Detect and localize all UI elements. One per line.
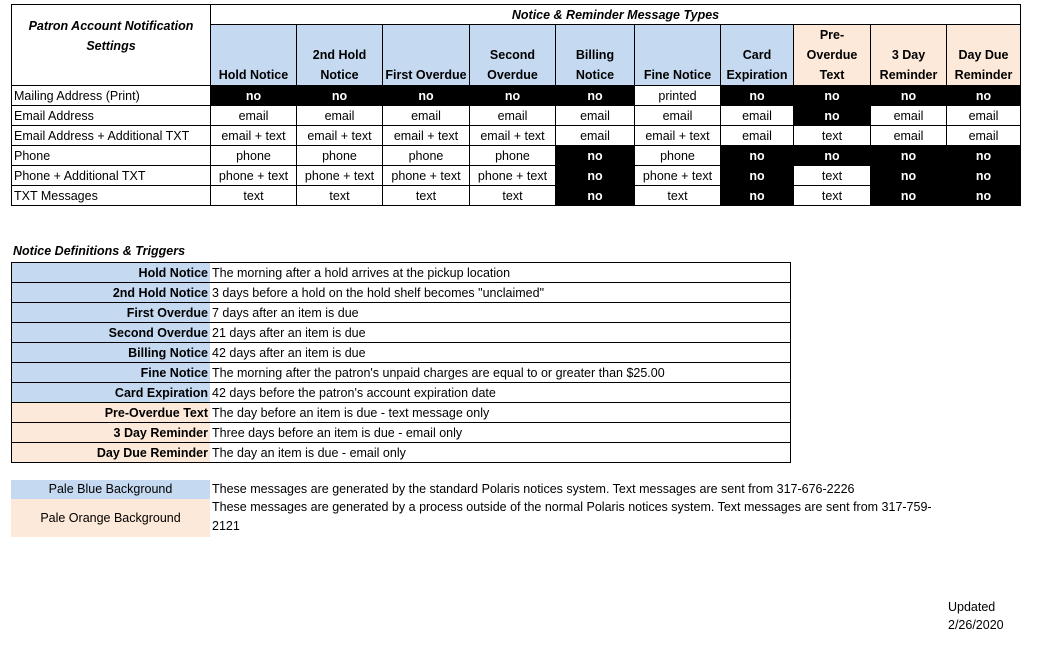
definition-text: 21 days after an item is due bbox=[210, 323, 791, 343]
column-header: Pre-Overdue Text bbox=[794, 25, 871, 86]
table-cell: text bbox=[211, 186, 297, 206]
table-cell: no bbox=[871, 86, 947, 106]
table-cell: no bbox=[297, 86, 383, 106]
table-cell: no bbox=[556, 166, 635, 186]
table-cell: email bbox=[721, 126, 794, 146]
definition-term: Card Expiration bbox=[12, 383, 211, 403]
table-cell: no bbox=[871, 186, 947, 206]
definition-row bbox=[12, 323, 791, 343]
definition-text: The morning after the patron's unpaid charges are equal to or greater than $25.00 bbox=[210, 363, 791, 383]
table-cell: text bbox=[297, 186, 383, 206]
table-cell: no bbox=[871, 166, 947, 186]
updated-stamp bbox=[948, 598, 1004, 634]
table-cell: phone bbox=[635, 146, 721, 166]
table-cell: email bbox=[635, 106, 721, 126]
table-row bbox=[12, 146, 1021, 166]
table-cell: text bbox=[794, 186, 871, 206]
column-header: 3 Day Reminder bbox=[871, 25, 947, 86]
table-cell: phone bbox=[383, 146, 470, 166]
definition-term: Billing Notice bbox=[12, 343, 211, 363]
definition-row bbox=[12, 363, 791, 383]
definition-row bbox=[12, 283, 791, 303]
table-cell: no bbox=[556, 146, 635, 166]
row-label: Email Address + Additional TXT bbox=[12, 126, 211, 146]
definition-term: Second Overdue bbox=[12, 323, 211, 343]
corner-title: Patron Account Notification Settings bbox=[12, 5, 211, 86]
definition-text: 7 days after an item is due bbox=[210, 303, 791, 323]
table-cell: no bbox=[947, 86, 1021, 106]
table-row bbox=[12, 126, 1021, 146]
column-header: Billing Notice bbox=[556, 25, 635, 86]
definition-text: 3 days before a hold on the hold shelf becomes "unclaimed" bbox=[210, 283, 791, 303]
table-cell: no bbox=[947, 166, 1021, 186]
row-label: Mailing Address (Print) bbox=[12, 86, 211, 106]
table-cell: no bbox=[721, 166, 794, 186]
table-row bbox=[12, 106, 1021, 126]
table-cell: no bbox=[556, 186, 635, 206]
definition-term: First Overdue bbox=[12, 303, 211, 323]
table-cell: text bbox=[794, 166, 871, 186]
table-cell: email bbox=[947, 126, 1021, 146]
definition-term: 2nd Hold Notice bbox=[12, 283, 211, 303]
table-cell: no bbox=[947, 186, 1021, 206]
table-cell: email + text bbox=[383, 126, 470, 146]
table-cell: no bbox=[871, 146, 947, 166]
table-cell: phone + text bbox=[211, 166, 297, 186]
definition-term: 3 Day Reminder bbox=[12, 423, 211, 443]
table-cell: no bbox=[470, 86, 556, 106]
table-cell: phone bbox=[470, 146, 556, 166]
table-cell: no bbox=[794, 86, 871, 106]
notification-settings-matrix bbox=[11, 4, 1021, 206]
table-cell: no bbox=[383, 86, 470, 106]
legend-blue-description: These messages are generated by the standard Polaris notices system. Text messages are sent from 317-676-2226 bbox=[212, 482, 855, 496]
definition-row bbox=[12, 423, 791, 443]
table-cell: no bbox=[947, 146, 1021, 166]
table-cell: email bbox=[871, 106, 947, 126]
table-cell: text bbox=[794, 126, 871, 146]
table-cell: email + text bbox=[297, 126, 383, 146]
table-cell: phone bbox=[297, 146, 383, 166]
table-cell: email + text bbox=[470, 126, 556, 146]
legend-orange-description: These messages are generated by a process outside of the normal Polaris notices system. Text messages are sent from 317-759-2121 bbox=[212, 500, 932, 533]
definition-row bbox=[12, 383, 791, 403]
table-cell: email + text bbox=[635, 126, 721, 146]
table-cell: text bbox=[383, 186, 470, 206]
definition-row bbox=[12, 343, 791, 363]
definition-text: The day an item is due - email only bbox=[210, 443, 791, 463]
table-cell: no bbox=[794, 146, 871, 166]
legend-orange-swatch: Pale Orange Background bbox=[11, 499, 210, 537]
definition-row bbox=[12, 443, 791, 463]
table-cell: email bbox=[556, 126, 635, 146]
table-cell: no bbox=[721, 86, 794, 106]
table-cell: phone + text bbox=[635, 166, 721, 186]
column-header: Day Due Reminder bbox=[947, 25, 1021, 86]
definition-term: Day Due Reminder bbox=[12, 443, 211, 463]
row-label: Email Address bbox=[12, 106, 211, 126]
definition-text: 42 days before the patron's account expiration date bbox=[210, 383, 791, 403]
column-header: Card Expiration bbox=[721, 25, 794, 86]
definitions-table bbox=[11, 262, 791, 463]
table-cell: no bbox=[794, 106, 871, 126]
definition-text: 42 days after an item is due bbox=[210, 343, 791, 363]
table-cell: phone + text bbox=[297, 166, 383, 186]
definition-term: Hold Notice bbox=[12, 263, 211, 283]
table-cell: phone + text bbox=[470, 166, 556, 186]
definition-text: The morning after a hold arrives at the pickup location bbox=[210, 263, 791, 283]
column-header: First Overdue bbox=[383, 25, 470, 86]
table-cell: email bbox=[470, 106, 556, 126]
column-header: Fine Notice bbox=[635, 25, 721, 86]
definition-row bbox=[12, 303, 791, 323]
table-cell: no bbox=[556, 86, 635, 106]
table-cell: email bbox=[947, 106, 1021, 126]
definition-row bbox=[12, 403, 791, 423]
table-cell: email bbox=[383, 106, 470, 126]
definition-term: Pre-Overdue Text bbox=[12, 403, 211, 423]
table-cell: email bbox=[297, 106, 383, 126]
row-label: Phone + Additional TXT bbox=[12, 166, 211, 186]
column-header: 2nd Hold Notice bbox=[297, 25, 383, 86]
table-cell: no bbox=[211, 86, 297, 106]
table-row bbox=[12, 166, 1021, 186]
definitions-title: Notice Definitions & Triggers bbox=[13, 244, 186, 258]
definition-row bbox=[12, 263, 791, 283]
definition-term: Fine Notice bbox=[12, 363, 211, 383]
column-header: Second Overdue bbox=[470, 25, 556, 86]
legend-blue-swatch: Pale Blue Background bbox=[11, 480, 210, 499]
column-header: Hold Notice bbox=[211, 25, 297, 86]
table-cell: printed bbox=[635, 86, 721, 106]
row-label: Phone bbox=[12, 146, 211, 166]
table-cell: no bbox=[721, 186, 794, 206]
table-cell: no bbox=[721, 146, 794, 166]
table-cell: text bbox=[470, 186, 556, 206]
table-cell: phone bbox=[211, 146, 297, 166]
group-title: Notice & Reminder Message Types bbox=[211, 5, 1021, 25]
updated-date: 2/26/2020 bbox=[948, 618, 1004, 632]
table-cell: email bbox=[556, 106, 635, 126]
table-cell: email bbox=[211, 106, 297, 126]
definition-text: The day before an item is due - text message only bbox=[210, 403, 791, 423]
table-cell: email bbox=[871, 126, 947, 146]
table-cell: phone + text bbox=[383, 166, 470, 186]
table-cell: text bbox=[635, 186, 721, 206]
table-cell: email + text bbox=[211, 126, 297, 146]
table-cell: email bbox=[721, 106, 794, 126]
updated-label: Updated bbox=[948, 600, 996, 614]
row-label: TXT Messages bbox=[12, 186, 211, 206]
table-row bbox=[12, 86, 1021, 106]
table-row bbox=[12, 186, 1021, 206]
definition-text: Three days before an item is due - email only bbox=[210, 423, 791, 443]
